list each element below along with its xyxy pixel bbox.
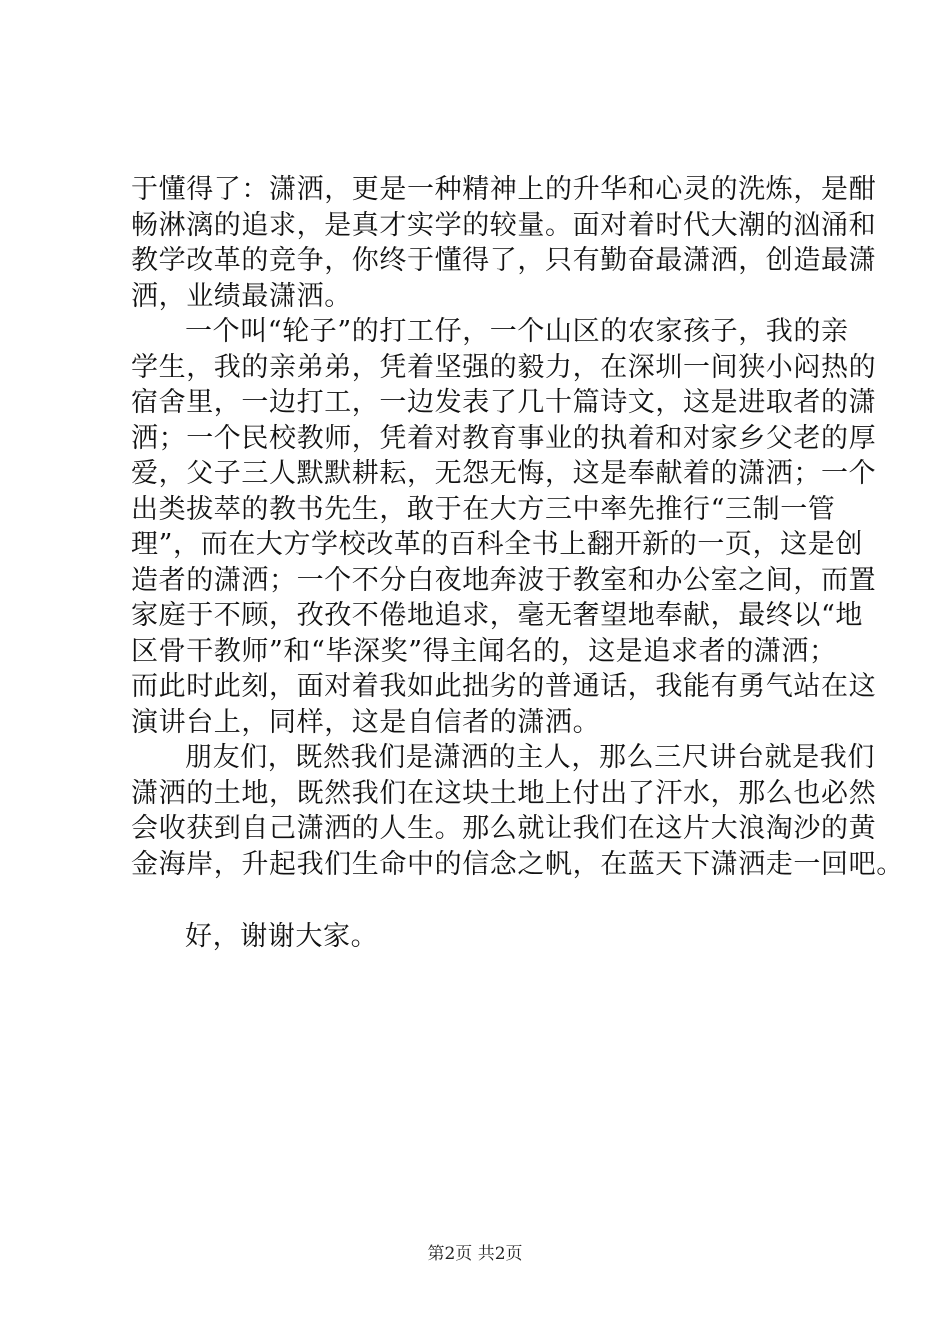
paragraph-line: 家庭于不顾，孜孜不倦地追求，毫无奢望地奉献，最终以“地 xyxy=(131,600,864,631)
paragraph-line: 宿舍里，一边打工，一边发表了几十篇诗文，这是进取者的潇 xyxy=(131,387,877,418)
document-body xyxy=(131,172,904,955)
paragraph-line: 理”，而在大方学校改革的百科全书上翻开新的一页，这是创 xyxy=(131,529,864,560)
paragraph-line: 洒；一个民校教师，凭着对教育事业的执着和对家乡父老的厚 xyxy=(131,422,877,454)
paragraph-line: 会收获到自己潇洒的人生。那么就让我们在这片大浪淘沙的黄 xyxy=(131,813,877,844)
paragraph-line: 一个叫“轮子”的打工仔，一个山区的农家孩子，我的亲 xyxy=(185,316,849,347)
paragraph-line: 出类拔萃的教书先生，敢于在大方三中率先推行“三制一管 xyxy=(131,493,836,525)
paragraph-line: 爱，父子三人默默耕耘，无怨无悔，这是奉献着的潇洒；一个 xyxy=(131,458,877,489)
paragraph-line: 区骨干教师”和“毕深奖”得主闻名的，这是追求者的潇洒； xyxy=(131,635,837,667)
closing-line: 好，谢谢大家。 xyxy=(185,921,379,952)
paragraph-line: 金海岸，升起我们生命中的信念之帆，在蓝天下潇洒走一回吧。 xyxy=(131,848,904,880)
paragraph-line: 学生，我的亲弟弟，凭着坚强的毅力，在深圳一间狭小闷热的 xyxy=(131,351,877,383)
paragraph-line: 教学改革的竞争，你终于懂得了，只有勤奋最潇洒，创造最潇 xyxy=(131,245,877,276)
paragraph-line: 洒，业绩最潇洒。 xyxy=(131,280,352,312)
paragraph-line: 造者的潇洒；一个不分白夜地奔波于教室和办公室之间，而置 xyxy=(131,564,877,596)
paragraph-gap xyxy=(131,882,831,919)
paragraph-line: 而此时此刻，面对着我如此拙劣的普通话，我能有勇气站在这 xyxy=(131,671,877,702)
paragraph-line: 演讲台上，同样，这是自信者的潇洒。 xyxy=(131,706,601,738)
paragraph-line: 朋友们，既然我们是潇洒的主人，那么三尺讲台就是我们 xyxy=(185,742,875,773)
page-footer: 第2页 共2页 xyxy=(427,1244,523,1264)
paragraph-line: 于懂得了：潇洒，更是一种精神上的升华和心灵的洗炼，是酣 xyxy=(131,174,877,205)
paragraph-line: 潇洒的土地，既然我们在这块土地上付出了汗水，那么也必然 xyxy=(131,777,877,809)
paragraph-line: 畅淋漓的追求，是真才实学的较量。面对着时代大潮的汹涌和 xyxy=(131,209,877,241)
